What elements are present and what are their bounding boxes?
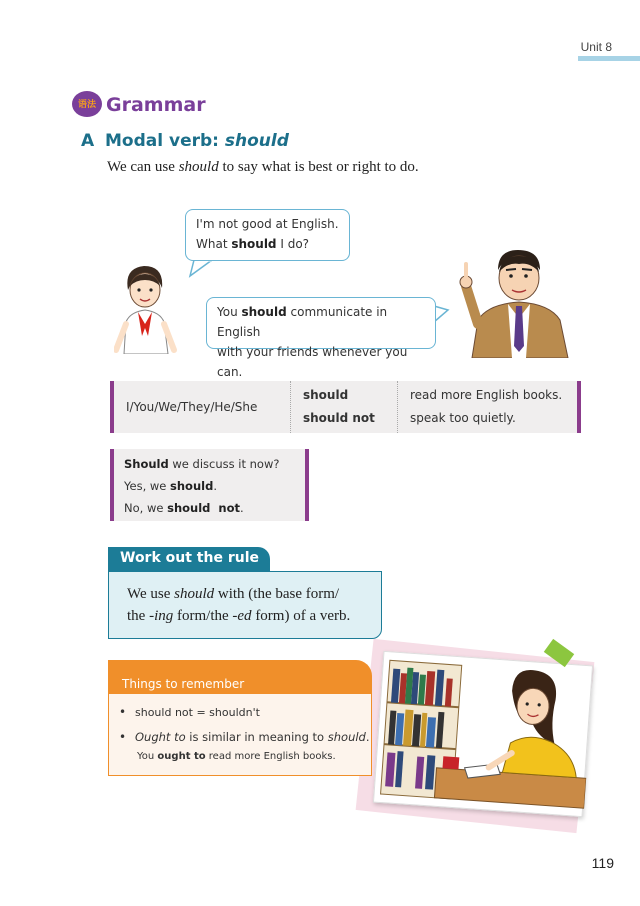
bullet-icon: •: [119, 730, 127, 744]
qa-a2-after: .: [239, 501, 244, 515]
bubble1-after: I do?: [276, 237, 310, 251]
remember-item-2: [119, 730, 370, 744]
qa-answer-yes: [124, 475, 295, 497]
qa-question: [124, 453, 295, 475]
bubble1-line2: [196, 234, 339, 254]
qa-a1-keyword: should: [170, 479, 214, 493]
bubble1-line1: I'm not good at English.: [196, 217, 339, 231]
should-table: [110, 381, 581, 433]
qa-a1-after: .: [213, 479, 217, 493]
qa-a2-before: No, we: [124, 501, 168, 515]
remember-item-2-keyword2: should: [327, 730, 366, 744]
remember-item-1: [119, 705, 260, 719]
qa-a1-before: Yes, we: [124, 479, 171, 493]
part-a-intro: [107, 159, 419, 176]
things-to-remember-box: [108, 694, 372, 776]
part-a-title-prefix: Modal verb:: [105, 131, 225, 151]
qa-answer-no: [124, 497, 295, 519]
table-complement-2: speak too quietly.: [410, 411, 516, 425]
library-illustration: [374, 652, 594, 818]
rule-l2-mid: form/the: [173, 608, 233, 624]
rule-l2-ed: -ed: [232, 608, 252, 624]
teacher-illustration: [458, 246, 578, 358]
work-out-rule-tab: Work out the rule: [108, 547, 270, 572]
table-modal-should: should: [303, 388, 349, 402]
remember-item-2-keyword: Ought to: [135, 730, 186, 744]
girl-student-illustration: [114, 262, 184, 354]
part-a-title-keyword: should: [224, 131, 289, 151]
bullet-icon: •: [119, 705, 127, 719]
rule-l1-keyword: should: [174, 586, 215, 602]
remember-example-keyword: ought to: [157, 751, 206, 762]
unit-label: Unit 8: [580, 40, 612, 54]
rule-l1-after: with (the base form/: [214, 586, 340, 602]
rule-line-2: [127, 605, 381, 627]
bubble2-keyword: should: [241, 305, 287, 319]
bubble1-before: What: [196, 237, 232, 251]
table-divider-1: [290, 381, 291, 433]
remember-example-before: You: [137, 751, 158, 762]
remember-example-after: read more English books.: [205, 751, 336, 762]
rule-l2-after: form) of a verb.: [251, 608, 351, 624]
rule-l1-before: We use: [127, 586, 175, 602]
qa-a2-keyword: should not: [167, 501, 240, 515]
bubble1-keyword: should: [231, 237, 277, 251]
table-divider-2: [397, 381, 398, 433]
remember-item-2-mid: is similar in meaning to: [185, 730, 328, 744]
work-out-rule-box: [108, 571, 382, 639]
rule-l2-ing: -ing: [149, 608, 174, 624]
qa-q-rest: we discuss it now?: [168, 457, 280, 471]
page-number: 119: [591, 855, 614, 871]
unit-bar: [578, 56, 640, 61]
table-complement-1: read more English books.: [410, 388, 563, 402]
question-answer-box: [110, 449, 309, 521]
table-modal-should-not: should not: [303, 411, 375, 425]
qa-q-keyword: Should: [124, 457, 169, 471]
table-subjects: I/You/We/They/He/She: [126, 400, 258, 414]
bubble2-after: communicate in English: [217, 305, 388, 339]
remember-example: [137, 751, 336, 762]
grammar-badge-icon: [72, 91, 102, 117]
rule-l2-before: the: [127, 608, 150, 624]
remember-item-1-text: should not = shouldn't: [135, 706, 260, 719]
intro-before: We can use: [107, 159, 179, 175]
part-a-letter: A: [81, 131, 95, 151]
bubble2-before: You: [217, 305, 242, 319]
things-to-remember-tab: Things to remember: [108, 660, 372, 694]
intro-after: to say what is best or right to do.: [218, 159, 419, 175]
rule-line-1: [127, 583, 381, 605]
speech-bubble-teacher: [206, 297, 436, 379]
library-photo: [373, 651, 593, 817]
speech-bubble-girl: [185, 209, 350, 261]
grammar-badge-text: 语法: [78, 100, 97, 110]
section-title: Grammar: [106, 94, 206, 116]
remember-item-2-after: .: [365, 730, 370, 744]
intro-keyword: should: [178, 159, 219, 175]
bubble2-line2: with your friends whenever you can.: [217, 345, 408, 379]
bubble2-line1: [217, 302, 425, 342]
part-a-heading: [81, 131, 289, 151]
